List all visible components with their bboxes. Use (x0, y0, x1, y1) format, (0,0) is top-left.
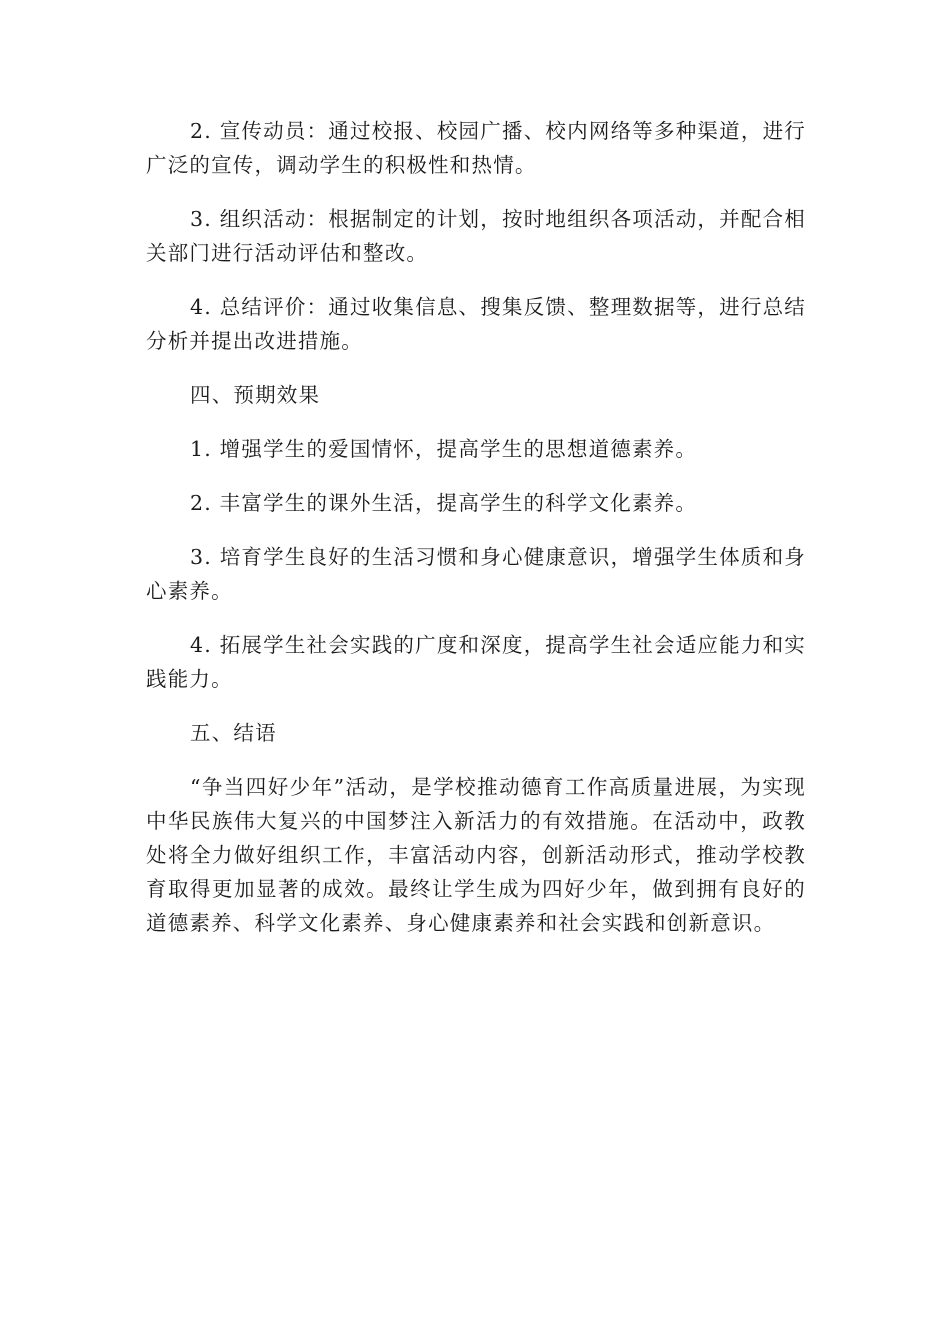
section4-item-3: 3. 培育学生良好的生活习惯和身心健康意识，增强学生体质和身心素养。 (146, 545, 806, 603)
section3-item-3: 3. 组织活动：根据制定的计划，按时地组织各项活动，并配合相关部门进行活动评估和整改。 (146, 207, 806, 265)
section4-heading: 四、预期效果 (190, 383, 321, 407)
conclusion-paragraph: “争当四好少年”活动，是学校推动德育工作高质量进展，为实现中华民族伟大复兴的中国梦注入新活力的有效措施。在活动中，政教处将全力做好组织工作，丰富活动内容，创新活动形式，推动学校教育取得更加显著的成效。最终让学生成为四好少年，做到拥有良好的道德素养、科学文化素养、身心健康素养和社会实践和创新意识。 (146, 775, 806, 935)
section4-item-1: 1. 增强学生的爱国情怀，提高学生的思想道德素养。 (190, 437, 698, 461)
document-body (146, 114, 806, 960)
section5-heading: 五、结语 (190, 721, 277, 745)
section3-item-2: 2. 宣传动员：通过校报、校园广播、校内网络等多种渠道，进行广泛的宣传，调动学生的积极性和热情。 (146, 119, 806, 177)
section4-item-2: 2. 丰富学生的课外生活，提高学生的科学文化素养。 (190, 491, 698, 515)
section4-item-4: 4. 拓展学生社会实践的广度和深度，提高学生社会适应能力和实践能力。 (146, 633, 806, 691)
section3-item-4: 4. 总结评价：通过收集信息、搜集反馈、整理数据等，进行总结分析并提出改进措施。 (146, 295, 806, 353)
